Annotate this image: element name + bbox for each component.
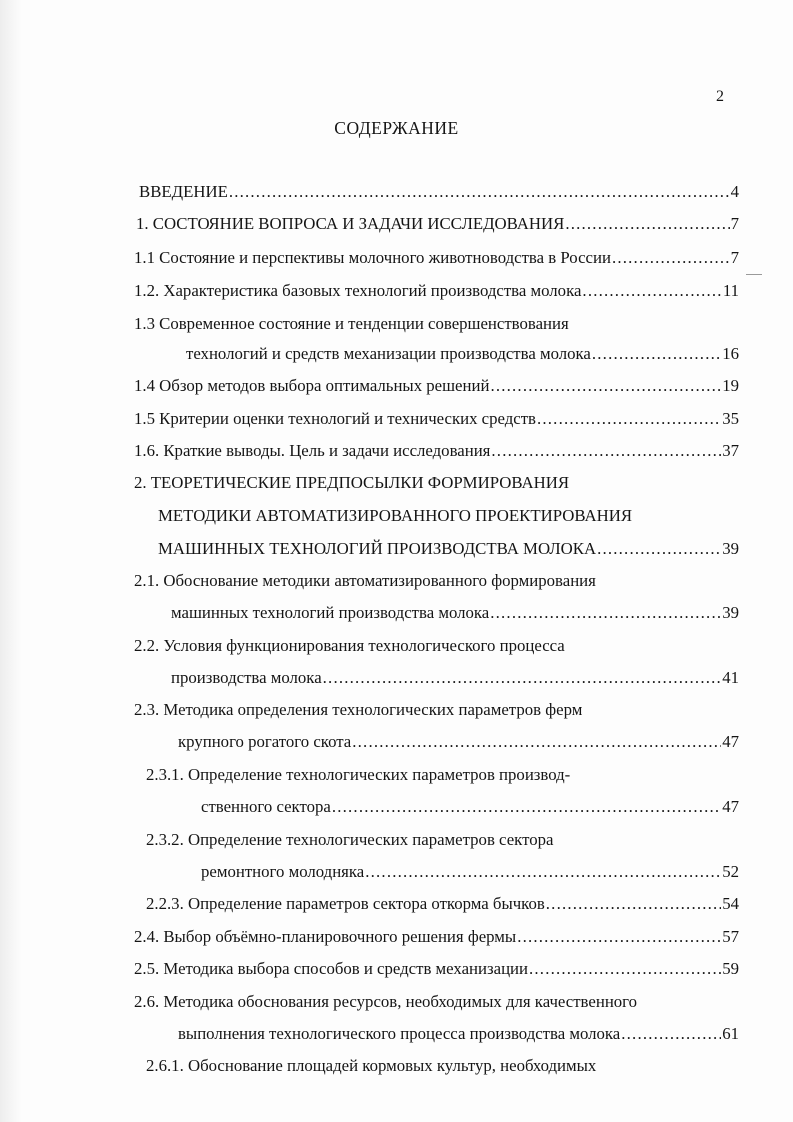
toc-entry: машинных технологий производства молока ..... 39: [171, 602, 739, 624]
toc-entry: 1.4 Обзор методов выбора оптимальных решений ..... 19: [134, 375, 739, 397]
toc-entry: 2.4. Выбор объёмно-планировочного решения фермы ..... 57: [134, 926, 739, 948]
toc-entry: ремонтного молодняка ..... 52: [201, 861, 739, 883]
toc-entry: технологий и средств механизации производства молока ..... 16: [186, 343, 739, 365]
toc-entry: выполнения технологического процесса производства молока ..... 61: [178, 1023, 739, 1045]
toc-entry: крупного рогатого скота ..... 47: [178, 731, 739, 753]
toc-entry: 2.5. Методика выбора способов и средств механизации ..... 59: [134, 958, 739, 980]
toc-entry: 2.3.1. Определение технологических параметров производ-: [146, 765, 571, 784]
toc-entry: 2.2.3. Определение параметров сектора откорма бычков ..... 54: [146, 893, 739, 915]
toc-entry: 1.6. Краткие выводы. Цель и задачи исследования ..... 37: [134, 440, 739, 462]
toc-entry: 1.2. Характеристика базовых технологий производства молока ..... 11: [134, 280, 739, 302]
toc-entry: 1.5 Критерии оценки технологий и технических средств ..... 35: [134, 408, 739, 430]
scan-edge-shadow: [0, 0, 22, 1122]
page-title: СОДЕРЖАНИЕ: [334, 118, 459, 138]
toc-entry: 2. ТЕОРЕТИЧЕСКИЕ ПРЕДПОСЫЛКИ ФОРМИРОВАНИЯ: [134, 473, 570, 492]
margin-mark: [746, 274, 762, 275]
toc-entry: 1. СОСТОЯНИЕ ВОПРОСА И ЗАДАЧИ ИССЛЕДОВАНИЯ ..... 7: [136, 213, 739, 235]
toc-entry: 1.1 Состояние и перспективы молочного животноводства в России ..... 7: [134, 247, 739, 269]
page-number: 2: [716, 88, 724, 105]
toc-entry: производства молока ..... 41: [171, 667, 739, 689]
toc-entry: 2.1. Обоснование методики автоматизированного формирования: [134, 571, 596, 590]
toc-entry: МАШИННЫХ ТЕХНОЛОГИЙ ПРОИЗВОДСТВА МОЛОКА ..... 39: [158, 538, 739, 560]
toc-entry: 1.3 Современное состояние и тенденции совершенствования: [134, 314, 569, 333]
toc-entry: 2.6.1. Обоснование площадей кормовых культур, необходимых: [146, 1056, 597, 1075]
toc-entry: 2.3. Методика определения технологических параметров ферм: [134, 700, 583, 719]
toc-entry: МЕТОДИКИ АВТОМАТИЗИРОВАННОГО ПРОЕКТИРОВАНИЯ: [158, 506, 633, 525]
toc-entry: ВВЕДЕНИЕ ..... 4: [139, 181, 739, 203]
toc-entry: 2.3.2. Определение технологических параметров сектора: [146, 830, 554, 849]
toc-entry: 2.2. Условия функционирования технологического процесса: [134, 636, 565, 655]
toc-entry: 2.6. Методика обоснования ресурсов, необходимых для качественного: [134, 992, 638, 1011]
toc-entry: ственного сектора ..... 47: [201, 796, 739, 818]
